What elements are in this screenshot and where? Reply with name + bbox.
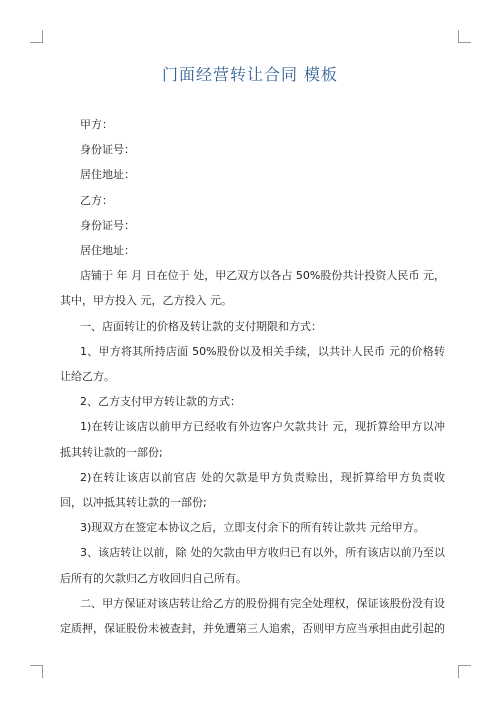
document-title: 门面经营转让合同 模板 [161,65,339,84]
paragraph-transfer-price: 1、甲方将其所持店面 50%股份以及相关手续，以共计人民币 元的价格转让给乙方。 [60,344,445,384]
document-body [60,112,445,641]
party-a-address-field: 居住地址： [80,168,135,182]
party-a-field: 甲方： [80,118,113,131]
paragraph-payment-item-3: 3)现双方在签定本协议之后，立即支付余下的所有转让款共 元给甲方。 [80,521,425,535]
section-heading-warranty: 二、甲方保证对该店转让给乙方的股份拥有完全处理权，保证该股份没有设定质押，保证股份未被查封，并免遭第三人追索，否则甲方应当承担由此引起的 [60,596,445,636]
section-heading-price-payment: 一、店面转让的价格及转让款的支付期限和方式： [80,319,322,333]
crop-mark-bottom-right [458,665,471,678]
paragraph-debts: 3、该店转让以前，除 处的欠款由甲方收归已有以外，所有该店以前乃至以后所有的欠款归乙方收回归自己所有。 [60,546,445,585]
paragraph-payment-item-1: 1)在转让该店以前甲方已经收有外边客户欠款共计 元，现折算给甲方以冲抵其转让款的一部份; [60,420,445,459]
party-b-id-field: 身份证号： [80,218,135,232]
crop-mark-bottom-left [30,665,43,678]
crop-mark-top-left [30,30,43,43]
party-b-field: 乙方： [80,193,113,207]
party-b-address-field: 居住地址： [80,244,135,258]
crop-mark-top-right [458,30,471,43]
paragraph-payment-item-2: 2)在转让该店以前官店 处的欠款是甲方负责赊出，现折算给甲方负责收回，以冲抵其转让款的一部份; [60,470,445,510]
paragraph-investment: 店铺于 年 月 日在位于 处，甲乙双方以各占 50%股份共计投资人民币 元，其中，甲方投入 元，乙方投入 元。 [60,269,445,308]
party-a-id-field: 身份证号： [80,143,135,157]
paragraph-payment-method: 2、乙方支付甲方转让款的方式： [80,395,241,409]
